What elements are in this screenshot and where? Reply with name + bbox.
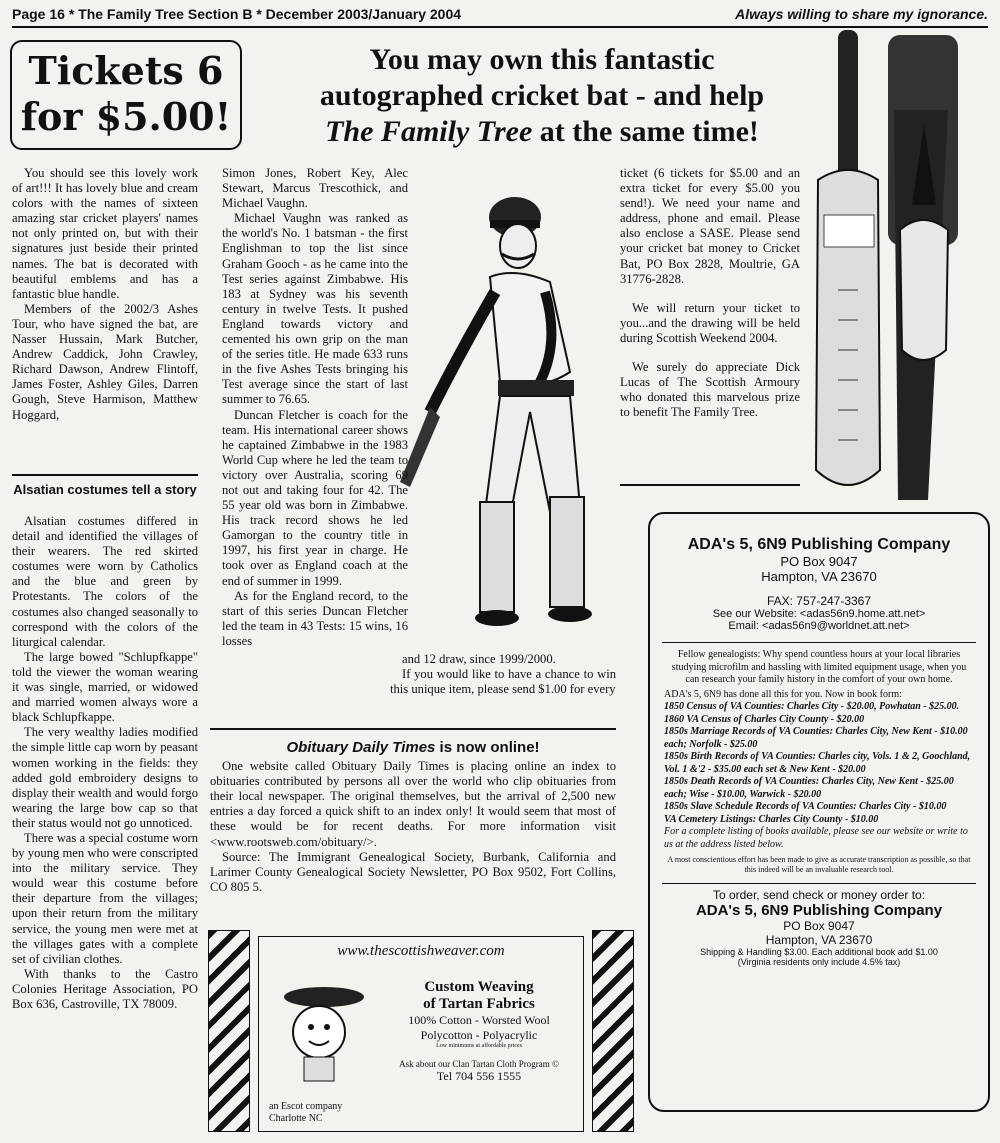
obituary-para: Source: The Immigrant Genealogical Society, Burbank, California and Larimer County Genealogical Society Newsletter, PO Box 9502, Fort Collins, CO 805 5. (210, 849, 616, 894)
ada-box2: PO Box 9047 (783, 919, 855, 933)
weaver-city: Charlotte NC (269, 1113, 323, 1124)
obituary-title-italic: Obituary Daily Times (286, 739, 436, 756)
tartan-stripe-left (208, 930, 250, 1132)
ada-book: VA Cemetery Listings: Charles City County - $10.00 (664, 813, 879, 825)
ada-note: A most conscientious effort has been made to give as accurate transcription as possible, so that this indeed will be an invaluable research tool. (667, 855, 971, 874)
cricket-article-col2 (222, 166, 408, 649)
weaver-title1: Custom Weaving (424, 979, 534, 995)
page-header (12, 4, 988, 28)
obituary-article (210, 740, 616, 895)
ada-box: PO Box 9047 (780, 554, 858, 569)
cricket-para: Duncan Fletcher is coach for the team. His international career shows he captained Zimbabwe in the 1983 World Cup where he led the team to victory over Australia, scoring 69 not out and taking four for 42. The 55 year old was born in Zimbabwe. His track record shows he led Gamorgan to the country title in 1997, his first year in charge. He took over as England coach at the end of summer in 1999. (222, 407, 408, 588)
ada-book: 1850s Birth Records of VA Counties: Charles city, Vols. 1 & 2, Goochland, Vol. 1 &'2 - $35.00 each set & New Kent - $20.00 (664, 751, 971, 775)
weaver-tel: Tel 704 556 1555 (436, 1069, 522, 1083)
ada-book: 1860 VA Census of Charles City County - $20.00 (664, 713, 865, 725)
cricket-para: As for the England record, to the start of this series Duncan Fletcher led the team in 43 Tests: 15 wins, 16 losses (222, 588, 408, 648)
tickets-line2: for $5.00! (20, 94, 232, 139)
ada-name: ADA's 5, 6N9 Publishing Company (687, 536, 951, 553)
alsatian-article (12, 514, 198, 1012)
weaver-company: an Escot company (269, 1101, 343, 1112)
ada-body (650, 643, 988, 875)
ada-book: 1850s Marriage Records of VA Counties: Charles City, New Kent - $10.00 each; Norfolk - $25.00 (664, 726, 968, 750)
ada-complete: For a complete listing of books available, please see our website or write to us at the address listed below. (664, 826, 968, 850)
ada-tax: (Virginia residents only include 4.5% tax) (737, 957, 901, 967)
weaver-line1: 100% Cotton - Worsted Wool (408, 1013, 550, 1027)
alsatian-para: With thanks to the Castro Colonies Heritage Association, PO Box 636, Castroville, TX 78009. (12, 966, 198, 1011)
tickets-box (10, 40, 242, 150)
ada-city2: Hampton, VA 23670 (765, 933, 873, 947)
cricket-para: If you would like to have a chance to win this unique item, please send $1.00 for every (390, 667, 616, 697)
ada-name2: ADA's 5, 6N9 Publishing Company (695, 902, 943, 919)
mascot-icon (269, 977, 379, 1087)
alsatian-para: Alsatian costumes differed in detail and identified the villages of their wearers. The red skirted costumes were worn by Catholics and the blue and green by Protestants. The colors of the costumes also changed seasonally to correspond with the colors of the liturgical calendar. (12, 514, 198, 649)
divider (620, 484, 800, 486)
weaver-url: www.thescottishweaver.com (337, 943, 505, 959)
ada-publishing-ad (648, 512, 990, 1112)
divider (210, 728, 616, 730)
weaver-text (379, 979, 579, 1084)
weaver-company-block (269, 1101, 342, 1125)
tickets-line1: Tickets 6 (28, 48, 224, 93)
cricket-article-col3 (620, 166, 800, 420)
cricket-para: We surely do appreciate Dick Lucas of The Scottish Armoury who donated this marvelous prize to benefit The Family Tree. (620, 360, 800, 420)
headline (262, 42, 822, 150)
weaver-ask: Ask about our Clan Tartan Cloth Program © (399, 1059, 559, 1069)
cricket-para: and 12 draw, since 1999/2000. (402, 652, 556, 666)
headline-line3 (262, 114, 822, 150)
headline-line3-rest: at the same time! (532, 115, 759, 148)
ada-city: Hampton, VA 23670 (761, 569, 877, 584)
headline-paper-name: The Family Tree (325, 115, 533, 148)
ada-order: To order, send check or money order to: (712, 888, 926, 902)
ada-ship: Shipping & Handling $3.00. Each additional book add $1.00 (700, 947, 938, 957)
weaver-ad (258, 936, 584, 1132)
ada-intro: Fellow genealogists: Why spend countless hours at your local libraries studying microfilm and hassling with limited equipment usage, when you can research your family history in the comfort of your own home. (671, 649, 967, 685)
cricket-para: ticket (6 tickets for $5.00 and an extra ticket for every $5.00 you send!). We need your name and address, phone and email. Please also enclose a SASE. Please send your cricket bat money to Cricket Bat, PO Box 2828, Moultrie, GA 31776-2828. (620, 166, 800, 286)
cricket-para: You should see this lovely work of art!!! It has lovely blue and cream colors with the names of sixteen amazing star cricket players' names not only printed on, but with their signatures just beside their printed names. The bat is decorated with beautiful emblems and has a fantastic blue handle. (12, 166, 198, 301)
weaver-small: Low minimums at affordable prices (436, 1043, 522, 1049)
ada-book: 1850s Slave Schedule Records of VA Counties: Charles City - $10.00 (664, 801, 947, 812)
alsatian-para: There was a special costume worn by young men who were conscripted into the military service. They would wear this costume before their departure from the villages; upon their return from the military service, the young men were met at the villages gates with a complete set of civilian clothes. (12, 830, 198, 966)
ada-email: Email: <adas56n9@worldnet.att.net> (728, 620, 910, 632)
ada-book: 1850s Death Records of VA Counties: Charles City, New Kent - $25.00 each; Wise - $10.00, Warwick - $20.00 (664, 776, 954, 800)
obituary-title (210, 740, 616, 755)
header-right: Always willing to share my ignorance. (735, 6, 988, 22)
headline-line2: autographed cricket bat - and help (319, 79, 765, 112)
obituary-para: One website called Obituary Daily Times is placing online an index to obituaries contributed by persons all over the world who clip obituaries from their local newspaper. The original themselves, but the arrival of 2,500 new entries a day forced a quick shift to an index only! It would seem that most of these would be for recent deaths. For more information visit <www.rootsweb.com/obituary/>. (210, 759, 616, 849)
ada-fax: FAX: 757-247-3367 (766, 594, 872, 608)
header-left: Page 16 * The Family Tree Section B * December 2003/January 2004 (12, 6, 462, 22)
tartan-stripe-right (592, 930, 634, 1132)
weaver-title2: of Tartan Fabrics (423, 996, 535, 1012)
headline-line1: You may own this fantastic (369, 43, 715, 76)
cricketer-illustration (390, 182, 640, 642)
cricket-para: We will return your ticket to you...and the drawing will be held during Scottish Weekend 2004. (620, 300, 800, 345)
divider (12, 474, 198, 476)
cricket-para: Michael Vaughn was ranked as the world's No. 1 batsman - the first Englishman to top the list since Graham Gooch - as he came into the Test series against Zimbabwe. His 183 at Sydney was his seventh century in twelve Tests. It pushed England towards victory and cemented his own grip on the man of the series title. He made 633 runs in the five Ashes Tests bringing his Test average since the start of last summer to 76.65. (222, 211, 408, 407)
cricket-bats-image (808, 30, 994, 510)
cricket-article-col1 (12, 166, 198, 423)
weaver-line2: Polycotton - Polyacrylic (420, 1028, 538, 1042)
ada-book: 1850 Census of VA Counties: Charles City - $20.00, Powhatan - $25.00. (664, 701, 960, 712)
cricket-para: Simon Jones, Robert Key, Alec Stewart, Marcus Trescothick, and Michael Vaughn. (222, 166, 408, 211)
ada-web: See our Website: <adas56n9.home.att.net> (712, 608, 926, 620)
alsatian-title: Alsatian costumes tell a story (13, 482, 197, 497)
obituary-title-rest: is now online! (435, 739, 540, 756)
cricket-para: Members of the 2002/3 Ashes Tour, who have signed the bat, are Nasser Hussain, Mark Butcher, Andrew Caddick, John Crawley, Richard Dawson, Andrew Flintoff, James Foster, Ashley Giles, Darren Gough, Steve Harmison, Matthew Hoggard, (12, 301, 198, 422)
alsatian-para: The large bowed "Schlupfkappe" told the viewer the woman wearing it was single, married, or widowed and married women always wore a black Schlupfkappe. (12, 649, 198, 725)
ada-lead: ADA's 5, 6N9 has done all this for you. Now in book form: (664, 688, 902, 700)
alsatian-para: The very wealthy ladies modified the simple little cap worn by peasant women working in the fields: they added gold embroidery designs to display their wealth and would forgo wearing the large bow cap so that their status would not go unnoticed. (12, 725, 198, 830)
cricket-article-continued (390, 652, 616, 697)
